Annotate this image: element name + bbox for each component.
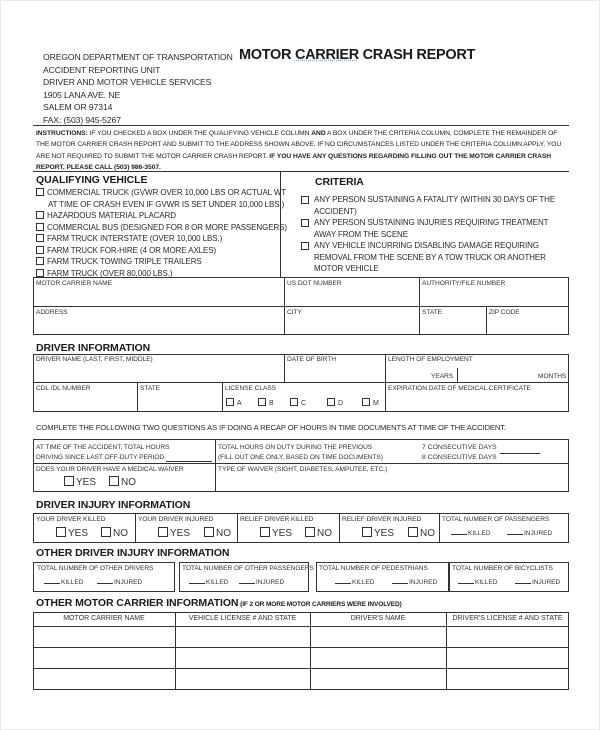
- qv-item[interactable]: [36, 222, 287, 234]
- checkbox[interactable]: [36, 257, 44, 265]
- col-divider: [486, 306, 487, 335]
- column-header: DRIVER'S NAME: [350, 615, 406, 622]
- q-line: AT TIME OF THE ACCIDENT, TOTAL HOURS: [36, 444, 170, 451]
- driver-injury-heading: DRIVER INJURY INFORMATION: [36, 499, 191, 511]
- us-dot-number-field[interactable]: US DOT NUMBER: [287, 280, 342, 287]
- cdl-number-field[interactable]: CDL /DL NUMBER: [36, 385, 91, 392]
- title-part: CARRIER: [294, 47, 359, 63]
- relief-driver-killed-label: RELIEF DRIVER KILLED: [240, 516, 314, 523]
- state-field[interactable]: STATE: [422, 309, 443, 316]
- checkbox[interactable]: [101, 527, 111, 537]
- divider: [33, 171, 569, 172]
- years-label: YEARS: [431, 373, 454, 380]
- table-cell-input[interactable]: [34, 627, 175, 647]
- total-passengers-label: TOTAL NUMBER OF PASSENGERS: [442, 516, 550, 523]
- hours-driving-question: [36, 443, 169, 463]
- col-divider: [385, 354, 386, 412]
- table-cell-input[interactable]: [447, 648, 568, 668]
- table-cell-input[interactable]: [311, 669, 446, 689]
- col-divider: [439, 513, 440, 543]
- criteria-item-label: ANY PERSON SUSTAINING A FATALITY (WITHIN 30 DAYS OF THE ACCIDENT): [314, 195, 556, 216]
- qv-item-label: FARM TRUCK TOWING TRIPLE TRAILERS: [47, 257, 202, 266]
- qv-item-label: COMMERCIAL BUS (DESIGNED FOR 8 OR MORE PASSENGERS): [47, 222, 287, 232]
- license-class-label: LICENSE CLASS: [225, 385, 277, 392]
- option-label: NO: [121, 477, 136, 488]
- table-cell-input[interactable]: [447, 669, 568, 689]
- bicyclists-injured-field[interactable]: [515, 579, 560, 586]
- months-label: MONTHS: [538, 373, 567, 380]
- eight-days-label: 8 CONSECUTIVE DAYS: [422, 454, 497, 461]
- column-header: MOTOR CARRIER NAME: [63, 615, 145, 622]
- criteria-item-label: ANY PERSON SUSTAINING INJURIES REQUIRING TREATMENT AWAY FROM THE SCENE: [314, 218, 549, 239]
- killed-label: KILLED: [61, 579, 84, 586]
- driver-name-field[interactable]: DRIVER NAME (LAST, FIRST, MIDDLE): [36, 356, 153, 363]
- q-line: TOTAL HOURS ON DUTY DURING THE PREVIOUS: [218, 444, 373, 451]
- seven-days-label: 7 CONSECUTIVE DAYS: [422, 444, 497, 451]
- address-field[interactable]: ADDRESS: [36, 309, 68, 316]
- title-part: MOTOR: [239, 47, 295, 63]
- col-divider: [215, 439, 216, 492]
- qv-item-label: COMMERCIAL TRUCK (GVWR OVER 10,000 LBS OR ACTUAL WT: [47, 188, 287, 197]
- checkbox[interactable]: [36, 246, 44, 254]
- qv-item[interactable]: [36, 187, 287, 199]
- checkbox[interactable]: [204, 527, 214, 537]
- qv-item[interactable]: [36, 210, 287, 222]
- table-cell-input[interactable]: [311, 648, 446, 668]
- class-label: A: [237, 400, 242, 407]
- column-header: DRIVER'S LICENSE # AND STATE: [452, 615, 563, 622]
- col-divider: [237, 513, 238, 543]
- medical-cert-expiration-field[interactable]: EXPIRATION DATE OF MEDICAL CERTIFICATE: [388, 385, 531, 392]
- col-divider: [222, 382, 223, 412]
- license-class-b[interactable]: [258, 398, 274, 407]
- relief-driver-killed-yes[interactable]: [260, 527, 292, 539]
- table-cell-input[interactable]: [176, 627, 310, 647]
- row-divider: [33, 382, 569, 383]
- checkbox[interactable]: [226, 398, 234, 406]
- zip-code-field[interactable]: ZIP CODE: [489, 309, 520, 316]
- hours-driving-blank[interactable]: [166, 461, 212, 462]
- killed-label: KILLED: [206, 579, 229, 586]
- criteria-item[interactable]: [301, 217, 571, 240]
- table-cell-input[interactable]: [176, 669, 310, 689]
- eight-days-blank[interactable]: [500, 463, 540, 464]
- hours-on-duty-question: [218, 443, 383, 463]
- your-driver-killed-label: YOUR DRIVER KILLED: [36, 516, 106, 523]
- blank-line[interactable]: [97, 583, 113, 584]
- driver-info-heading: DRIVER INFORMATION: [36, 342, 151, 354]
- checkbox[interactable]: [64, 476, 74, 486]
- agency-line: ACCIDENT REPORTING UNIT: [43, 64, 161, 75]
- hours-instruction: COMPLETE THE FOLLOWING TWO QUESTIONS AS IF DOING A RECAP OF HOURS IN TIME DOCUMENTS AT TIME OF THE ACCIDENT.: [36, 423, 506, 432]
- agency-address-block: [43, 51, 233, 127]
- criteria-list: [301, 194, 571, 275]
- page-title: [239, 47, 475, 63]
- injured-label: INJURED: [532, 579, 561, 586]
- agency-line: 1905 LANA AVE. NE: [43, 89, 120, 100]
- license-class-c[interactable]: [290, 398, 306, 407]
- criteria-heading: CRITERIA: [315, 176, 364, 188]
- option-label: NO: [317, 528, 332, 539]
- pedestrians-label: TOTAL NUMBER OF PEDESTRIANS: [319, 565, 428, 572]
- checkbox[interactable]: [290, 398, 298, 406]
- pedestrians-injured-field[interactable]: [392, 579, 437, 586]
- injured-label: INJURED: [524, 530, 553, 537]
- row-divider: [33, 306, 569, 307]
- report-page: [1, 1, 599, 729]
- qualifying-vehicle-list: [36, 187, 287, 279]
- other-drivers-label: TOTAL NUMBER OF OTHER DRIVERS: [37, 565, 154, 572]
- your-driver-injured-yes[interactable]: [158, 527, 190, 539]
- heading-text: OTHER MOTOR CARRIER INFORMATION: [36, 597, 239, 609]
- option-label: YES: [374, 528, 395, 539]
- other-carrier-heading: [36, 597, 402, 609]
- other-passengers-killed-field[interactable]: [189, 579, 228, 586]
- license-class-m[interactable]: [362, 398, 379, 407]
- bicyclists-label: TOTAL NUMBER OF BICYCLISTS: [452, 565, 553, 572]
- checkbox[interactable]: [56, 527, 66, 537]
- agency-line: DRIVER AND MOTOR VEHICLE SERVICES: [43, 77, 212, 88]
- your-driver-killed-yes[interactable]: [56, 527, 88, 539]
- col-divider: [457, 368, 458, 382]
- pedestrians-killed-field[interactable]: [335, 579, 374, 586]
- option-label: YES: [272, 528, 293, 539]
- option-label: YES: [68, 528, 89, 539]
- blank-line[interactable]: [44, 583, 60, 584]
- criteria-item-label: ANY VEHICLE INCURRING DISABLING DAMAGE REQUIRING REMOVAL FROM THE SCENE BY A TOW TRUCK OR ANOTHER MOTOR VEHICLE: [314, 241, 546, 273]
- blank-line[interactable]: [451, 534, 467, 535]
- injured-label: INJURED: [114, 579, 143, 586]
- instructions-text: [36, 128, 566, 173]
- waiver-no-option[interactable]: [109, 476, 136, 488]
- blank-line[interactable]: [239, 583, 255, 584]
- checkbox[interactable]: [362, 398, 370, 406]
- killed-label: KILLED: [468, 530, 491, 537]
- relief-driver-injured-no[interactable]: [408, 527, 435, 539]
- other-injury-heading: OTHER DRIVER INJURY INFORMATION: [36, 547, 230, 559]
- subheading-text: (IF 2 OR MORE MOTOR CARRIERS WERE INVOLVED): [238, 601, 402, 608]
- other-drivers-killed-field[interactable]: [44, 579, 83, 586]
- checkbox[interactable]: [36, 188, 44, 196]
- option-label: YES: [170, 528, 191, 539]
- col-divider: [339, 513, 340, 543]
- qv-item-label: FARM TRUCK (OVER 80,000 LBS.): [47, 268, 173, 278]
- checkbox[interactable]: [36, 234, 44, 242]
- q-line: DRIVING SINCE LAST OFF-DUTY PERIOD.: [36, 454, 166, 461]
- checkbox[interactable]: [301, 196, 309, 204]
- instructions-part: IF YOU HAVE ANY QUESTIONS REGARDING FILLING OUT THE MOTOR CARRIER CRASH REPORT, PLEASE CALL (503) 986-3507.: [36, 152, 552, 171]
- waiver-yes-option[interactable]: [64, 476, 96, 488]
- other-drivers-injured-field[interactable]: [97, 579, 142, 586]
- qv-item-label: HAZARDOUS MATERIAL PLACARD: [47, 211, 176, 220]
- license-class-d[interactable]: [327, 398, 343, 407]
- checkbox[interactable]: [258, 398, 266, 406]
- waiver-type-field[interactable]: TYPE OF WAIVER (SIGHT, DIABETES, AMPUTEE, ETC.): [218, 466, 388, 473]
- qualifying-vehicle-heading: QUALIFYING VEHICLE: [36, 174, 148, 186]
- class-label: M: [373, 400, 379, 407]
- table-cell-input[interactable]: [34, 648, 175, 668]
- table-cell-input[interactable]: [176, 648, 310, 668]
- checkbox[interactable]: [305, 527, 315, 537]
- authority-file-number-field[interactable]: AUTHORITY/FILE NUMBER: [422, 280, 506, 287]
- other-passengers-injured-field[interactable]: [239, 579, 284, 586]
- blank-line[interactable]: [335, 583, 351, 584]
- col-divider: [284, 354, 285, 382]
- checkbox[interactable]: [301, 219, 309, 227]
- agency-line: SALEM OR 97314: [43, 102, 113, 113]
- option-label: YES: [76, 477, 97, 488]
- row-divider: [33, 463, 569, 464]
- your-driver-injured-label: YOUR DRIVER INJURED: [138, 516, 214, 523]
- checkbox[interactable]: [36, 211, 44, 219]
- passengers-killed-field[interactable]: [451, 530, 490, 537]
- qv-item-label: FARM TRUCK INTERSTATE (OVER 10,000 LBS.): [47, 234, 223, 243]
- motor-carrier-name-field[interactable]: MOTOR CARRIER NAME: [36, 280, 112, 287]
- injured-label: INJURED: [256, 579, 285, 586]
- instructions-part: IF YOU CHECKED A BOX UNDER THE QUALIFYING VEHICLE COLUMN: [87, 130, 312, 137]
- checkbox[interactable]: [301, 242, 309, 250]
- license-class-a[interactable]: [226, 398, 242, 407]
- blank-line[interactable]: [507, 534, 523, 535]
- criteria-item[interactable]: [301, 240, 571, 275]
- qv-item[interactable]: [36, 245, 287, 257]
- checkbox[interactable]: [36, 223, 44, 231]
- checkbox[interactable]: [36, 269, 44, 277]
- class-label: B: [269, 400, 274, 407]
- city-field[interactable]: CITY: [287, 309, 302, 316]
- license-state-field[interactable]: STATE: [140, 385, 161, 392]
- q-line: (FILL OUT ONE ONLY, BASED ON TIME DOCUMENTS): [218, 454, 383, 461]
- relief-driver-injured-yes[interactable]: [362, 527, 394, 539]
- table-cell-input[interactable]: [447, 627, 568, 647]
- blank-line[interactable]: [392, 583, 408, 584]
- killed-label: KILLED: [475, 579, 498, 586]
- criteria-item[interactable]: [301, 194, 571, 217]
- qv-item-label: FARM TRUCK FOR-HIRE (4 OR MORE AXLES): [47, 245, 217, 255]
- qv-item[interactable]: [36, 256, 287, 268]
- col-divider: [419, 277, 420, 335]
- killed-label: KILLED: [352, 579, 375, 586]
- other-passengers-label: TOTAL NUMBER OF OTHER PASSENGERS: [182, 565, 314, 572]
- agency-line: OREGON DEPARTMENT OF TRANSPORTATION: [43, 52, 233, 62]
- option-label: NO: [420, 528, 435, 539]
- divider: [33, 125, 569, 126]
- medical-waiver-question: DOES YOUR DRIVER HAVE A MEDICAL WAIVER: [36, 466, 184, 473]
- relief-driver-injured-label: RELIEF DRIVER INJURED: [342, 516, 422, 523]
- class-label: C: [301, 400, 307, 407]
- date-of-birth-field[interactable]: DATE OF BIRTH: [287, 356, 336, 363]
- your-driver-killed-no[interactable]: [101, 527, 128, 539]
- instructions-part: AND: [311, 130, 326, 137]
- class-label: D: [338, 400, 344, 407]
- option-label: NO: [113, 528, 128, 539]
- length-of-employment-field[interactable]: LENGTH OF EMPLOYMENT: [388, 356, 473, 363]
- table-cell-input[interactable]: [311, 627, 446, 647]
- option-label: NO: [216, 528, 231, 539]
- column-header: VEHICLE LICENSE # AND STATE: [188, 615, 297, 622]
- col-divider: [284, 277, 285, 335]
- relief-driver-killed-no[interactable]: [305, 527, 332, 539]
- checkbox[interactable]: [109, 476, 119, 486]
- checkbox[interactable]: [362, 527, 372, 537]
- instructions-label: INSTRUCTIONS:: [36, 130, 88, 137]
- bicyclists-killed-field[interactable]: [458, 579, 497, 586]
- qv-item-label: AT TIME OF CRASH EVEN IF GVWR IS SET UNDER 10,000 LBS ): [48, 199, 285, 209]
- blank-line[interactable]: [189, 583, 205, 584]
- seven-days-blank[interactable]: [500, 453, 540, 454]
- checkbox[interactable]: [260, 527, 270, 537]
- blank-line[interactable]: [458, 583, 474, 584]
- agency-line: FAX: (503) 945-5267: [43, 114, 121, 125]
- col-divider: [137, 382, 138, 412]
- col-divider: [135, 513, 136, 543]
- injured-label: INJURED: [409, 579, 438, 586]
- table-cell-input[interactable]: [34, 669, 175, 689]
- passengers-injured-field[interactable]: [507, 530, 552, 537]
- checkbox[interactable]: [158, 527, 168, 537]
- qv-item[interactable]: [36, 233, 287, 245]
- title-part: CRASH REPORT: [358, 47, 476, 63]
- checkbox[interactable]: [327, 398, 335, 406]
- checkbox[interactable]: [408, 527, 418, 537]
- blank-line[interactable]: [515, 583, 531, 584]
- your-driver-injured-no[interactable]: [204, 527, 231, 539]
- instructions-part: A BOX UNDER THE CRITERIA COLUMN, COMPLETE THE REMAINDER OF THE MOTOR CARRIER CRASH REPORT AND SUBMIT TO THE ADDRESS SHOWN ABOVE. IF NO CIRCUMSTANCES LISTED UNDER THE CRITERIA COLUMN APPLY, YOU ARE NOT REQUIRED TO SUBMIT THE MOTOR CARRIER CRASH REPORT.: [36, 130, 562, 160]
